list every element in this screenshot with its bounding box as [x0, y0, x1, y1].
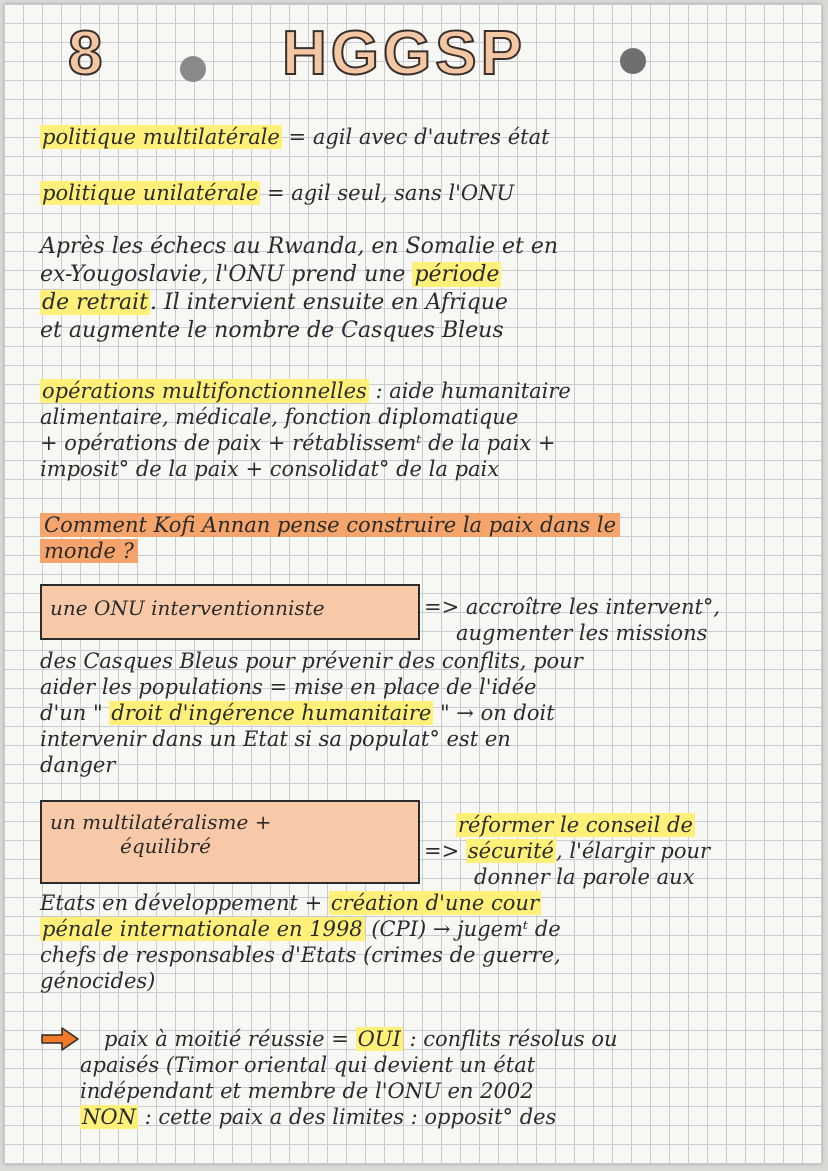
- conclusion-line1-start: paix à moitié réussie =: [104, 1027, 356, 1051]
- highlight-reformer: réformer le conseil de: [458, 813, 693, 837]
- section2-arrow: =>: [424, 839, 466, 863]
- conclusion-line3: indépendant et membre de l'ONU en 2002: [80, 1079, 534, 1103]
- page-title: HGGSP: [282, 19, 526, 88]
- operations-line2: alimentaire, médicale, fonction diplomatique: [40, 405, 519, 429]
- highlight-cour-penale: pénale internationale en 1998: [42, 917, 363, 941]
- section1-line6: intervenir dans un Etat si sa populat° est en: [40, 727, 511, 751]
- term-multilateral: politique multilatérale: [42, 125, 280, 149]
- section1-arrow-line: [424, 594, 720, 620]
- section2-line3: donner la parole aux: [474, 865, 695, 889]
- section1-arrow: =>: [424, 595, 460, 619]
- box-onu-interventionniste: une ONU interventionniste: [40, 584, 420, 640]
- question-highlight-1: Comment Kofi Annan pense construire la paix dans le: [40, 513, 620, 537]
- conclusion-line4-end: : cette paix a des limites : opposit° des: [137, 1105, 557, 1129]
- definition-multilateral-text: = agil avec d'autres état: [281, 125, 550, 149]
- conclusion-line4: [80, 1104, 556, 1130]
- section1-line1: accroître les intervent°,: [465, 595, 721, 619]
- paragraph1-line4: et augmente le nombre de Casques Bleus: [40, 318, 504, 343]
- section1-line5-end: " → on doit: [433, 701, 555, 725]
- section2-line7: génocides): [40, 969, 156, 993]
- section1-line5-start: d'un ": [40, 701, 110, 725]
- highlight-creation-cour: création d'une cour: [330, 891, 539, 915]
- paragraph1-line1: Après les échecs au Rwanda, en Somalie et en: [40, 234, 559, 259]
- paragraph1-line2-text: ex-Yougoslavie, l'ONU prend une: [40, 262, 413, 287]
- conclusion-line1: [104, 1026, 618, 1052]
- box-multilateralisme-line2: équilibré: [120, 834, 211, 858]
- operations-line1: [40, 378, 571, 404]
- section2-line1: [456, 812, 695, 838]
- operations-line4: imposit° de la paix + consolidat° de la paix: [40, 457, 500, 481]
- highlight-periode: période: [414, 262, 500, 287]
- punch-hole-left: [180, 56, 206, 82]
- punch-hole-right: [620, 48, 646, 74]
- conclusion-line1-end: : conflits résolus ou: [402, 1027, 618, 1051]
- section2-line4: [40, 890, 541, 916]
- question-highlight-2: monde ?: [40, 539, 138, 563]
- section1-line2: augmenter les missions: [456, 621, 708, 645]
- section1-line4: aider les populations = mise en place de l'idée: [40, 675, 537, 699]
- paragraph1-line3-text: . Il intervient ensuite en Afrique: [149, 290, 508, 315]
- conclusion-line2: apaisés (Timor oriental qui devient un état: [80, 1053, 536, 1077]
- section2-line2-end: , l'élargir pour: [556, 839, 711, 863]
- highlight-securite: sécurité: [467, 839, 554, 863]
- section1-line7: danger: [40, 753, 116, 777]
- notebook-page: [4, 4, 822, 1164]
- operations-line3: + opérations de paix + rétablissemᵗ de la paix +: [40, 431, 556, 455]
- definition-unilateral: [40, 180, 514, 206]
- definition-multilateral: [40, 124, 550, 150]
- highlight-non: NON: [82, 1105, 136, 1129]
- operations-line1-text: : aide humanitaire: [368, 379, 571, 403]
- section1-line3: des Casques Bleus pour prévenir des conflits, pour: [40, 649, 583, 673]
- paragraph1-line2: [40, 262, 501, 288]
- section2-line5-end: (CPI) → jugemᵗ de: [364, 917, 561, 941]
- section2-line2: [424, 838, 710, 864]
- term-operations: opérations multifonctionnelles: [42, 379, 367, 403]
- section1-line5: [40, 700, 555, 726]
- section2-line4-start: Etats en développement +: [40, 891, 329, 915]
- term-unilateral: politique unilatérale: [42, 181, 259, 205]
- question-line2: [40, 538, 138, 564]
- highlight-droit-ingerence: droit d'ingérence humanitaire: [111, 701, 432, 725]
- arrow-right-icon: [40, 1026, 80, 1052]
- highlight-retrait: de retrait: [42, 290, 148, 315]
- definition-unilateral-text: = agil seul, sans l'ONU: [260, 181, 515, 205]
- highlight-oui: OUI: [357, 1027, 401, 1051]
- paragraph1-line3: [40, 290, 508, 316]
- question-line1: [40, 512, 620, 538]
- section2-line6: chefs de responsables d'Etats (crimes de guerre,: [40, 943, 561, 967]
- page-number: 8: [68, 19, 107, 88]
- box-multilateralisme-line1: un multilatéralisme +: [50, 810, 272, 834]
- section2-line5: [40, 916, 561, 942]
- box-multilateralisme: [40, 800, 420, 884]
